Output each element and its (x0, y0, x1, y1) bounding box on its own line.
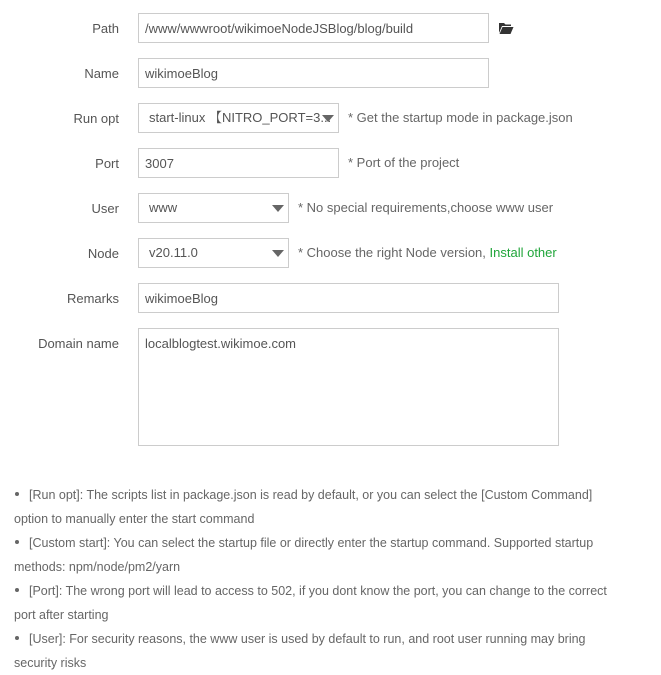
note-item (14, 579, 654, 627)
user-selected: www (149, 200, 178, 215)
node-label: Node (87, 246, 119, 261)
path-row (0, 13, 661, 45)
user-hint: * No special requirements,choose www user (298, 200, 554, 215)
note-line1: [User]: For security reasons, the www user is used by default to run, and root user running may bring (29, 632, 586, 646)
port-hint: * Port of the project (348, 155, 460, 170)
bullet-icon (15, 636, 19, 640)
note-line2: port after starting (14, 608, 109, 622)
port-row (0, 148, 661, 180)
note-line1: [Custom start]: You can select the startup file or directly enter the startup command. Supported startup (29, 536, 594, 550)
node-select[interactable] (138, 238, 289, 268)
run-opt-label: Run opt (73, 111, 119, 126)
run-opt-select[interactable] (138, 103, 339, 133)
note-item (14, 483, 654, 531)
name-label: Name (84, 66, 119, 81)
chevron-down-icon (322, 115, 334, 122)
note-line2: security risks (14, 656, 87, 670)
note-line1: [Run opt]: The scripts list in package.json is read by default, or you can select the [Custom Command] (29, 488, 593, 502)
chevron-down-icon (272, 205, 284, 212)
bullet-icon (15, 492, 19, 496)
remarks-row (0, 283, 661, 315)
node-selected: v20.11.0 (149, 245, 198, 260)
user-row (0, 193, 661, 225)
remarks-label: Remarks (66, 291, 119, 306)
folder-open-icon[interactable] (498, 21, 514, 35)
domain-textarea[interactable] (138, 328, 559, 446)
note-line2: methods: npm/node/pm2/yarn (14, 560, 181, 574)
help-notes (14, 483, 654, 675)
node-hint-text: * Choose the right Node version, (298, 245, 486, 260)
install-other-link[interactable]: Install other (489, 245, 557, 260)
note-item (14, 627, 654, 675)
bullet-icon (15, 588, 19, 592)
path-input[interactable] (138, 13, 489, 43)
name-row (0, 58, 661, 90)
port-input[interactable] (138, 148, 339, 178)
run-opt-selected: start-linux 【NITRO_PORT=3... (149, 110, 332, 125)
user-select[interactable] (138, 193, 289, 223)
user-label: User (91, 201, 119, 216)
node-hint (298, 238, 557, 268)
domain-row (0, 328, 661, 448)
note-line1: [Port]: The wrong port will lead to access to 502, if you dont know the port, you can change to the correct (29, 584, 607, 598)
note-item (14, 531, 654, 579)
name-input[interactable] (138, 58, 489, 88)
node-row (0, 238, 661, 270)
domain-label: Domain name (38, 336, 119, 351)
port-label: Port (95, 156, 119, 171)
run-opt-hint: * Get the startup mode in package.json (348, 110, 573, 125)
path-label: Path (92, 21, 119, 36)
run-opt-row (0, 103, 661, 135)
bullet-icon (15, 540, 19, 544)
chevron-down-icon (272, 250, 284, 257)
note-line2: option to manually enter the start command (14, 512, 255, 526)
remarks-input[interactable] (138, 283, 559, 313)
